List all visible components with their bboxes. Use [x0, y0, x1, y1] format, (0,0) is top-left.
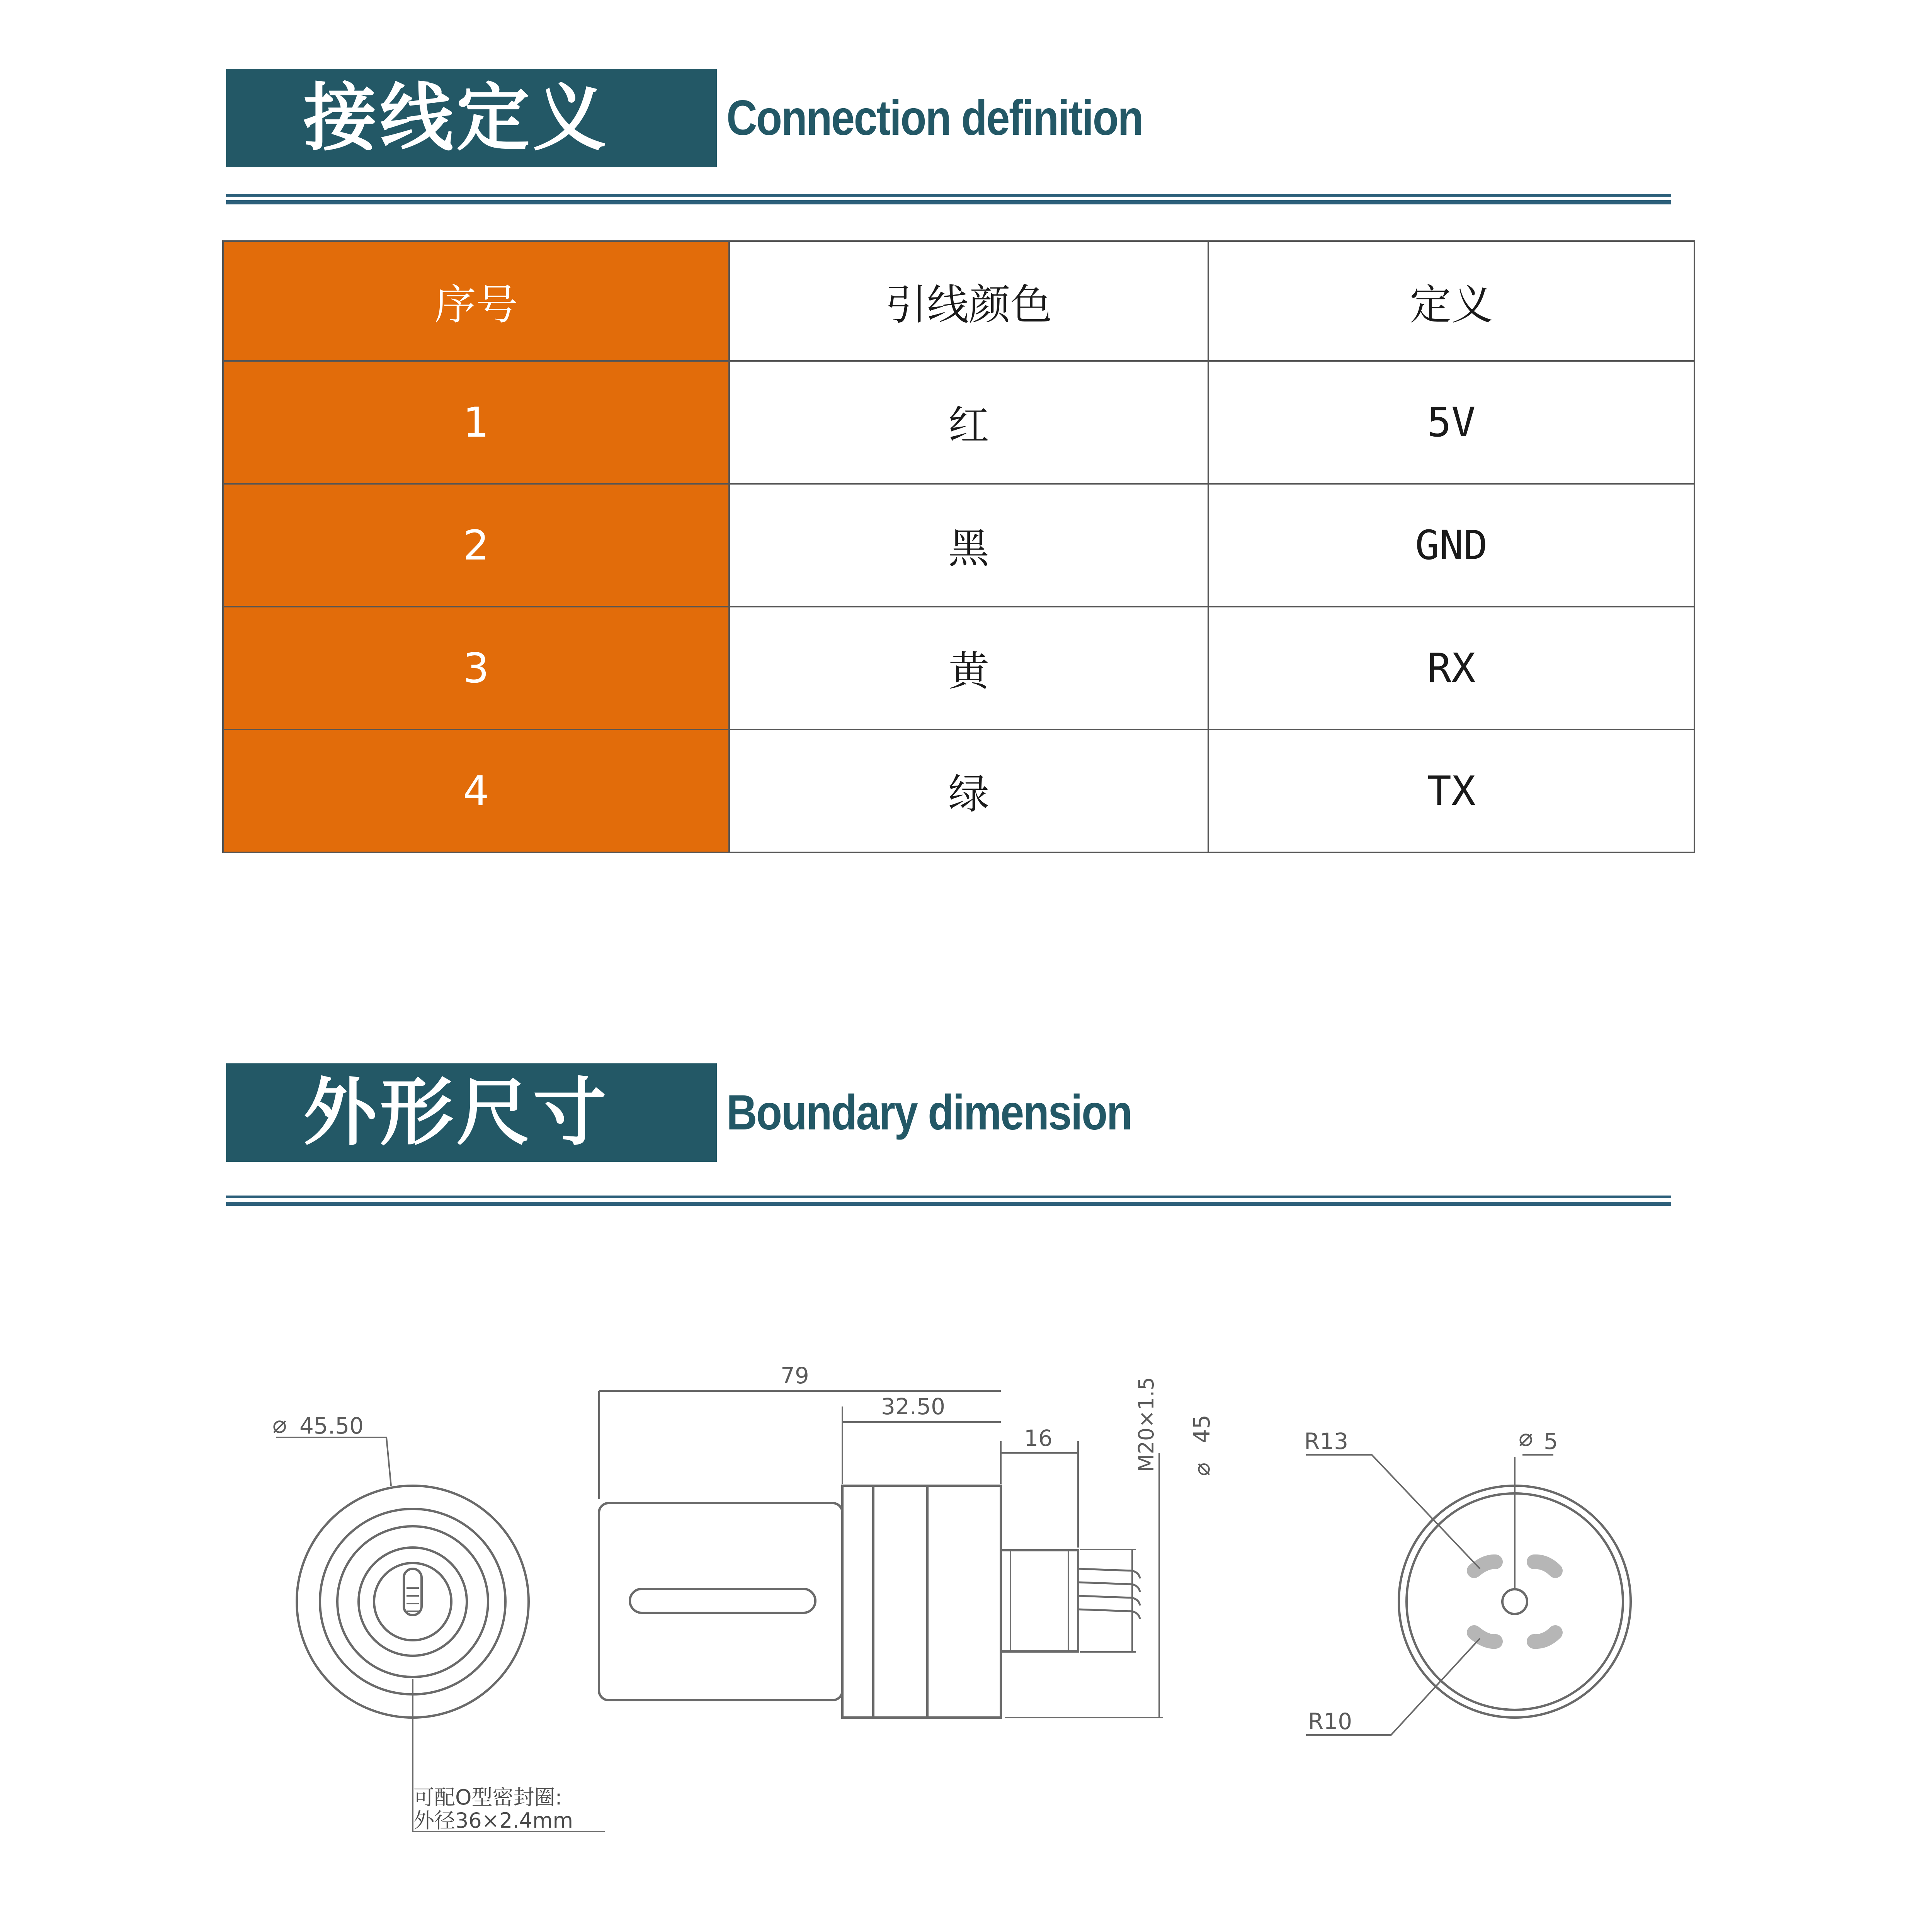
dim-center-hole: 5 — [1544, 1428, 1558, 1454]
dim-length-body: 32.50 — [881, 1393, 946, 1420]
dim-front-diameter: 45.50 — [299, 1413, 364, 1439]
row-no: 3 — [223, 607, 729, 730]
row-definition: RX — [1208, 607, 1694, 730]
oring-note-line1: 可配O型密封圈: — [413, 1785, 562, 1810]
header-no: 序号 — [223, 241, 729, 361]
dimension-section-divider — [226, 1196, 1671, 1206]
row-color: 黄 — [729, 607, 1208, 730]
dim-length-thread: 16 — [1024, 1425, 1053, 1451]
connection-section-title — [226, 69, 717, 167]
dimension-section-title — [226, 1063, 717, 1162]
table-row — [223, 484, 1694, 607]
header-definition: 定义 — [1208, 241, 1694, 361]
connection-section-divider — [226, 194, 1671, 205]
back-view — [1306, 1455, 1631, 1735]
row-definition: GND — [1208, 484, 1694, 607]
dimension-title-en: Boundary dimension — [726, 1085, 1132, 1140]
dim-length-total: 79 — [781, 1362, 809, 1389]
row-color: 绿 — [729, 730, 1208, 852]
dim-body-diameter: 45 — [1189, 1415, 1215, 1443]
dimension-title-cn: 外形尺寸 — [303, 1070, 610, 1155]
dim-radius-outer: R13 — [1304, 1428, 1349, 1454]
row-no: 1 — [223, 361, 729, 484]
dim-radius-inner: R10 — [1308, 1708, 1352, 1735]
front-view — [276, 1437, 605, 1832]
row-color: 红 — [729, 361, 1208, 484]
table-row — [223, 607, 1694, 730]
row-definition: TX — [1208, 730, 1694, 852]
row-definition: 5V — [1208, 361, 1694, 484]
diameter-symbol-icon: ⌀ — [1519, 1423, 1533, 1452]
dimension-drawing — [232, 1345, 1662, 1862]
oring-note-line2: 外径36×2.4mm — [413, 1808, 573, 1833]
diameter-symbol-icon: ⌀ — [1189, 1463, 1215, 1476]
table-header-row — [223, 241, 1694, 361]
row-no: 4 — [223, 730, 729, 852]
table-row — [223, 730, 1694, 852]
connection-title-en: Connection definition — [726, 90, 1143, 146]
row-no: 2 — [223, 484, 729, 607]
diameter-symbol-icon: ⌀ — [272, 1410, 287, 1439]
connection-table — [222, 240, 1695, 853]
dim-thread-spec: M20×1.5 — [1134, 1377, 1158, 1472]
row-color: 黑 — [729, 484, 1208, 607]
header-wire-color: 引线颜色 — [729, 241, 1208, 361]
table-row — [223, 361, 1694, 484]
side-view — [599, 1486, 1140, 1718]
connection-title-cn: 接线定义 — [303, 75, 610, 161]
